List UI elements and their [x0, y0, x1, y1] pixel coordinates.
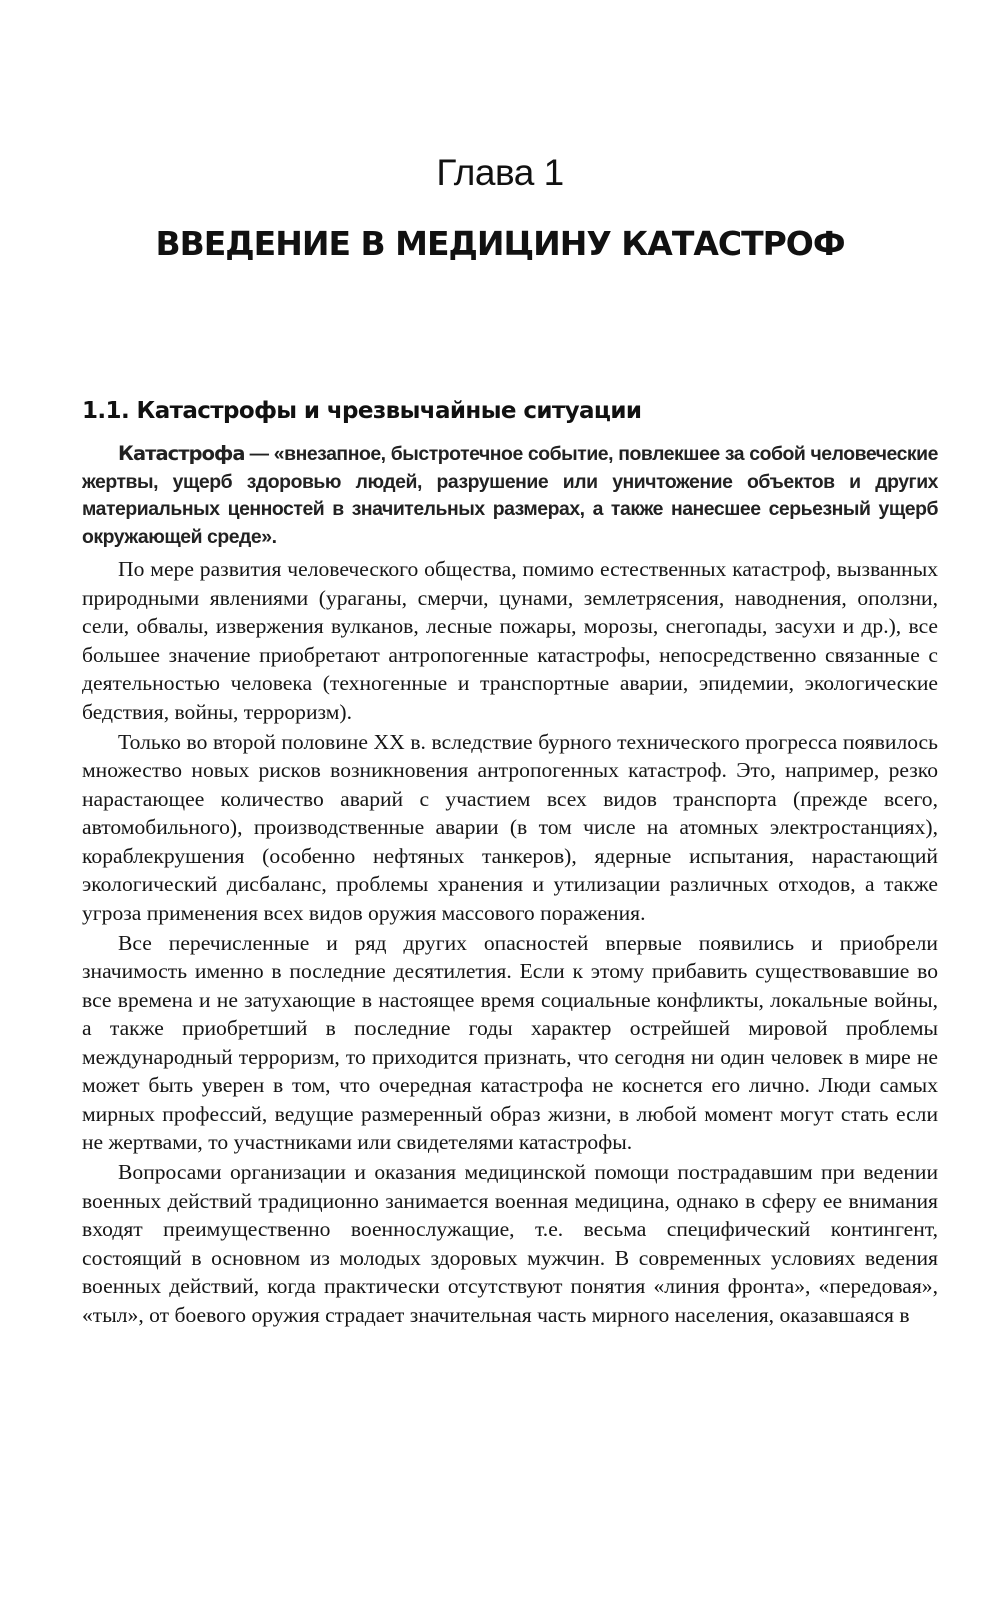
- definition-paragraph: [82, 440, 938, 551]
- chapter-label: Глава 1: [436, 152, 564, 193]
- definition-term: Катастрофа: [118, 442, 245, 465]
- definition-text: — «внезапное, быстротечное событие, повлекшее за собой человеческие жертвы, ущерб здоровью людей, разрушение или уничтожение объектов и других материальных ценностей в значительных размерах, а также нанесшее серьезный ущерб окружающей среде».: [82, 443, 938, 548]
- body-text: [82, 555, 938, 1331]
- chapter-title: ВВЕДЕНИЕ В МЕДИЦИНУ КАТАСТРОФ: [155, 224, 845, 263]
- paragraph: По мере развития человеческого общества, помимо естественных катастроф, вызванных природными явлениями (ураганы, смерчи, цунами, землетрясения, наводнения, оползни, сели, обвалы, извержения вулканов, лесные пожары, морозы, снегопады, засухи и др.), все большее значение приобретают антропогенные катастрофы, непосредственно связанные с деятельностью человека (техногенные и транспортные аварии, эпидемии, экологические бедствия, войны, терроризм).: [82, 557, 938, 724]
- paragraph: Вопросами организации и оказания медицинской помощи пострадавшим при ведении военных действий традиционно занимается военная медицина, однако в сферу ее внимания входят преимущественно военнослужащие, т.е. весьма специфический контингент, состоящий в основном из молодых здоровых мужчин. В современных условиях ведения военных действий, когда практически отсутствуют понятия «линия фронта», «передовая», «тыл», от боевого оружия страдает значительная часть мирного населения, оказавшаяся в: [82, 1160, 938, 1327]
- paragraph: Все перечисленные и ряд других опасностей впервые появились и приобрели значимость именно в последние десятилетия. Если к этому прибавить существовавшие во все времена и не затухающие в настоящее время социальные конфликты, локальные войны, а также приобретший в последние годы характер острейшей мировой проблемы международный терроризм, то приходится признать, что сегодня ни один человек в мире не может быть уверен в том, что очередная катастрофа не коснется его лично. Люди самых мирных профессий, ведущие размеренный образ жизни, в любой момент могут стать если не жертвами, то участниками или свидетелями катастрофы.: [82, 930, 938, 1154]
- section-title: 1.1. Катастрофы и чрезвычайные ситуации: [82, 398, 642, 424]
- paragraph: Только во второй половине XX в. вследствие бурного технического прогресса появилось множество новых рисков возникновения антропогенных катастроф. Это, например, резко нарастающее количество аварий с участием всех видов транспорта (прежде всего, автомобильного), производственные аварии (в том числе на атомных электростанциях), кораблекрушения (особенно нефтяных танкеров), ядерные испытания, нарастающий экологический дисбаланс, проблемы хранения и утилизации различных отходов, а также угроза применения всех видов оружия массового поражения.: [82, 729, 938, 925]
